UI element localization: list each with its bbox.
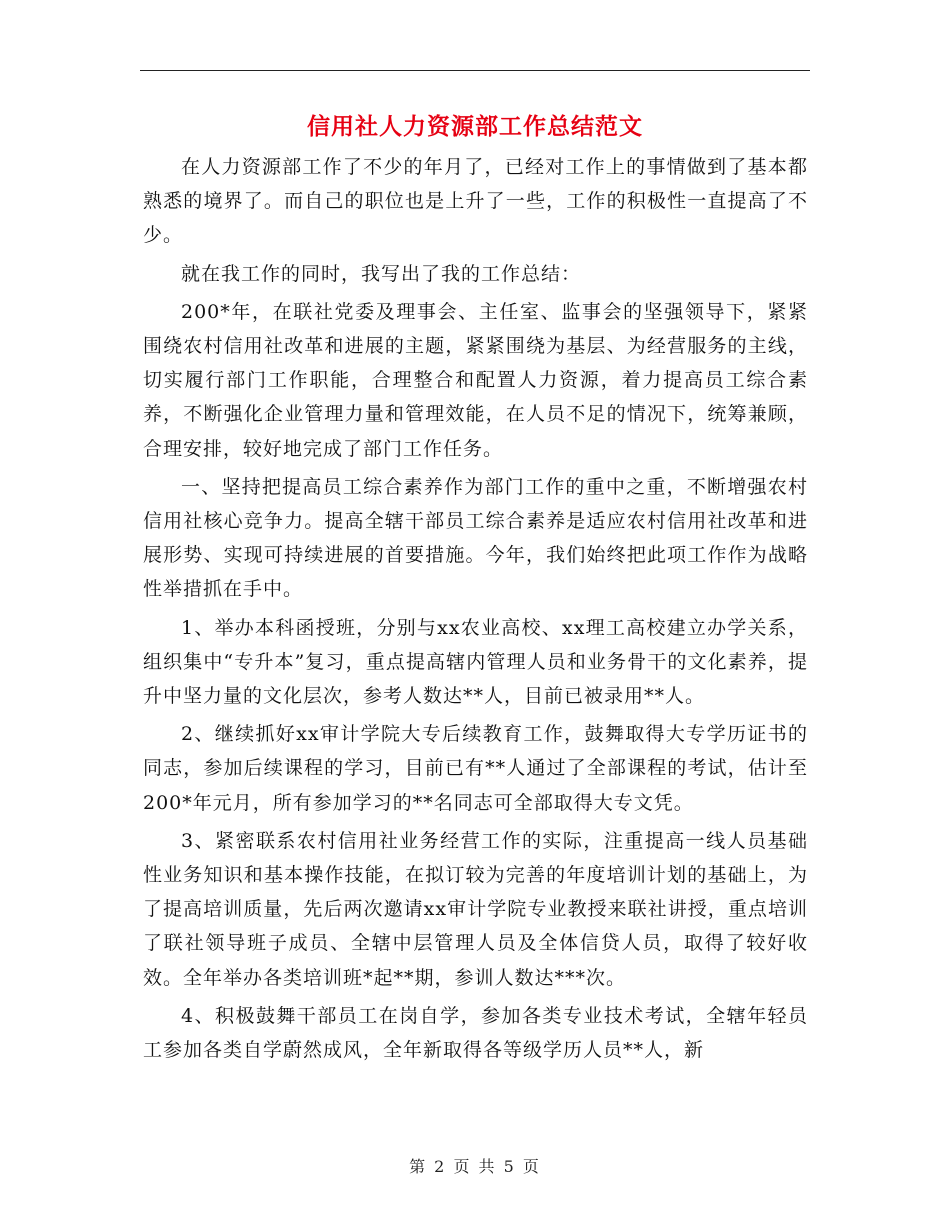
paragraph-item-4: 4、积极鼓舞干部员工在岗自学，参加各类专业技术考试，全辖年轻员工参加各类自学蔚然成风，全年新取得各等级学历人员**人，新 <box>143 1004 808 1062</box>
paragraph-item-2: 2、继续抓好xx审计学院大专后续教育工作，鼓舞取得大专学历证书的同志，参加后续课程的学习，目前已有**人通过了全部课程的考试，估计至200*年元月，所有参加学习的**名同志可全部取得大专文凭。 <box>143 723 808 814</box>
paragraph-item-3: 3、紧密联系农村信用社业务经营工作的实际，注重提高一线人员基础性业务知识和基本操作技能，在拟订较为完善的年度培训计划的基础上，为了提高培训质量，先后两次邀请xx审计学院专业教授来联社讲授，重点培训了联社领导班子成员、全辖中层管理人员及全体信贷人员，取得了较好收效。全年举办各类培训班*起**期，参训人数达***次。 <box>143 829 808 989</box>
paragraph-section-one: 一、坚持把提高员工综合素养作为部门工作的重中之重，不断增强农村信用社核心竞争力。提高全辖干部员工综合素养是适应农村信用社改革和进展形势、实现可持续进展的首要措施。今年，我们始终把此项工作作为战略性举措抓在手中。 <box>143 475 808 601</box>
header-rule <box>140 70 810 71</box>
paragraph-intro: 在人力资源部工作了不少的年月了，已经对工作上的事情做到了基本都熟悉的境界了。而自己的职位也是上升了一些，工作的积极性一直提高了不少。 <box>143 156 808 247</box>
paragraph-item-1: 1、举办本科函授班，分别与xx农业高校、xx理工高校建立办学关系，组织集中“专升本”复习，重点提高辖内管理人员和业务骨干的文化素养，提升中坚力量的文化层次，参考人数达**人，目前已被录用**人。 <box>143 616 808 708</box>
page-number-footer: 第 2 页 共 5 页 <box>409 1157 541 1176</box>
paragraph-lead-in: 就在我工作的同时，我写出了我的工作总结： <box>181 262 582 285</box>
document-title: 信用社人力资源部工作总结范文 <box>307 113 643 140</box>
paragraph-overview: 200*年，在联社党委及理事会、主任室、监事会的坚强领导下，紧紧围绕农村信用社改革和进展的主题，紧紧围绕为基层、为经营服务的主线，切实履行部门工作职能，合理整合和配置人力资源，着力提高员工综合素养，不断强化企业管理力量和管理效能，在人员不足的情况下，统筹兼顾，合理安排，较好地完成了部门工作任务。 <box>143 300 808 460</box>
document-body <box>143 150 808 1067</box>
